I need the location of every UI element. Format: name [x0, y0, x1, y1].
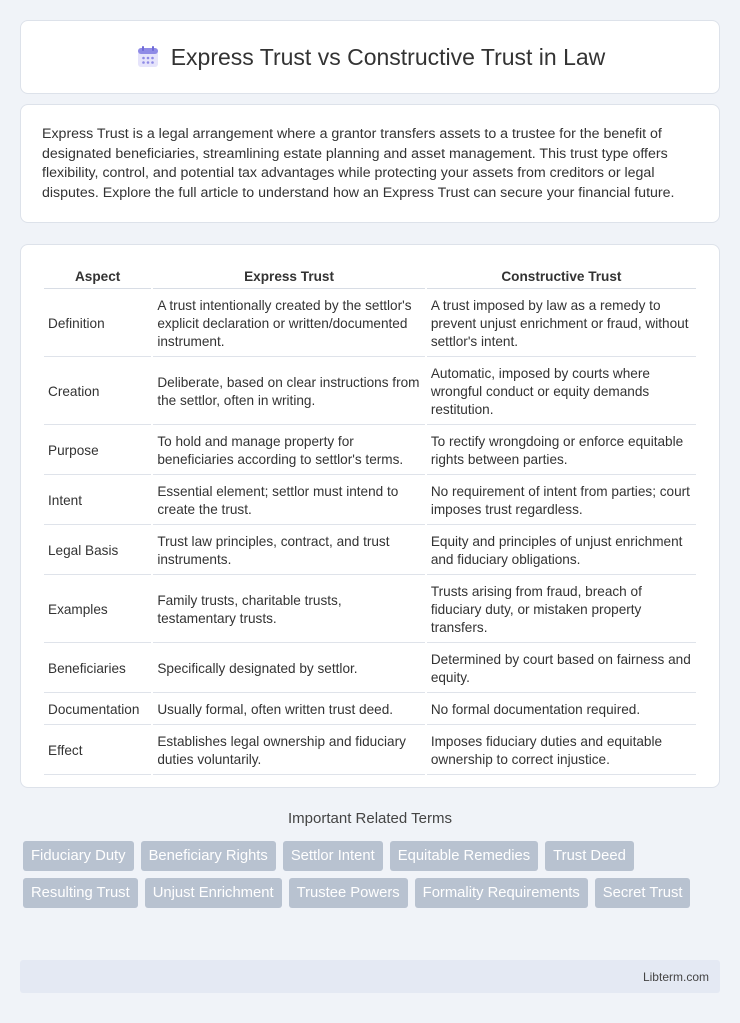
related-term-tag[interactable]: Unjust Enrichment — [145, 878, 282, 908]
footer — [20, 960, 720, 993]
related-term-tag[interactable]: Resulting Trust — [23, 878, 138, 908]
table-row — [44, 427, 696, 475]
header-aspect: Aspect — [44, 265, 151, 289]
row-express: A trust intentionally created by the settlor's explicit declaration or written/documented instrument. — [153, 291, 425, 357]
title-card — [20, 20, 720, 94]
table-row — [44, 695, 696, 725]
related-term-tag[interactable]: Beneficiary Rights — [141, 841, 276, 871]
row-aspect: Examples — [44, 577, 151, 643]
row-express: Specifically designated by settlor. — [153, 645, 425, 693]
row-constructive: Equity and principles of unjust enrichment and fiduciary obligations. — [427, 527, 696, 575]
calendar-icon — [135, 44, 161, 70]
table-row — [44, 359, 696, 425]
comparison-card — [20, 244, 720, 788]
header-express-trust: Express Trust — [153, 265, 425, 289]
row-aspect: Intent — [44, 477, 151, 525]
intro-text: Express Trust is a legal arrangement where a grantor transfers assets to a trustee for the benefit of designated beneficiaries, streamlining estate planning and asset management. This trust type offers flexibility, control, and potential tax advantages while protecting your assets from creditors or legal disputes. Explore the full article to understand how an Express Trust can secure your financial future. — [42, 126, 675, 201]
header-constructive-trust: Constructive Trust — [427, 265, 696, 289]
table-row — [44, 645, 696, 693]
related-terms-title: Important Related Terms — [288, 810, 452, 827]
row-express: Essential element; settlor must intend to create the trust. — [153, 477, 425, 525]
row-aspect: Purpose — [44, 427, 151, 475]
row-constructive: Trusts arising from fraud, breach of fiduciary duty, or mistaken property transfers. — [427, 577, 696, 643]
row-aspect: Legal Basis — [44, 527, 151, 575]
table-header-row — [44, 265, 696, 289]
row-express: Trust law principles, contract, and trust instruments. — [153, 527, 425, 575]
row-aspect: Effect — [44, 727, 151, 775]
row-aspect: Documentation — [44, 695, 151, 725]
related-term-tag[interactable]: Trustee Powers — [289, 878, 408, 908]
related-term-tag[interactable]: Trust Deed — [545, 841, 634, 871]
footer-brand[interactable]: Libterm.com — [642, 969, 709, 984]
related-term-tag[interactable]: Formality Requirements — [415, 878, 588, 908]
row-aspect: Definition — [44, 291, 151, 357]
row-constructive: Determined by court based on fairness and equity. — [427, 645, 696, 693]
row-aspect: Beneficiaries — [44, 645, 151, 693]
row-aspect: Creation — [44, 359, 151, 425]
comparison-table — [42, 263, 698, 777]
row-constructive: A trust imposed by law as a remedy to prevent unjust enrichment or fraud, without settlor's intent. — [427, 291, 696, 357]
row-express: Family trusts, charitable trusts, testamentary trusts. — [153, 577, 425, 643]
page-title: Express Trust vs Constructive Trust in Law — [170, 43, 606, 70]
table-row — [44, 727, 696, 775]
row-constructive: No requirement of intent from parties; court imposes trust regardless. — [427, 477, 696, 525]
row-constructive: No formal documentation required. — [427, 695, 696, 725]
table-row — [44, 527, 696, 575]
related-term-tag[interactable]: Fiduciary Duty — [23, 841, 134, 871]
intro-card — [20, 104, 720, 223]
related-term-tag[interactable]: Settlor Intent — [283, 841, 383, 871]
related-terms-list — [23, 841, 723, 908]
related-term-tag[interactable]: Equitable Remedies — [390, 841, 538, 871]
row-express: Establishes legal ownership and fiduciary duties voluntarily. — [153, 727, 425, 775]
row-express: To hold and manage property for beneficiaries according to settlor's terms. — [153, 427, 425, 475]
related-term-tag[interactable]: Secret Trust — [595, 878, 691, 908]
table-row — [44, 577, 696, 643]
table-row — [44, 477, 696, 525]
row-constructive: Imposes fiduciary duties and equitable ownership to correct injustice. — [427, 727, 696, 775]
row-express: Deliberate, based on clear instructions from the settlor, often in writing. — [153, 359, 425, 425]
row-express: Usually formal, often written trust deed. — [153, 695, 425, 725]
row-constructive: To rectify wrongdoing or enforce equitable rights between parties. — [427, 427, 696, 475]
row-constructive: Automatic, imposed by courts where wrongful conduct or equity demands restitution. — [427, 359, 696, 425]
table-row — [44, 291, 696, 357]
